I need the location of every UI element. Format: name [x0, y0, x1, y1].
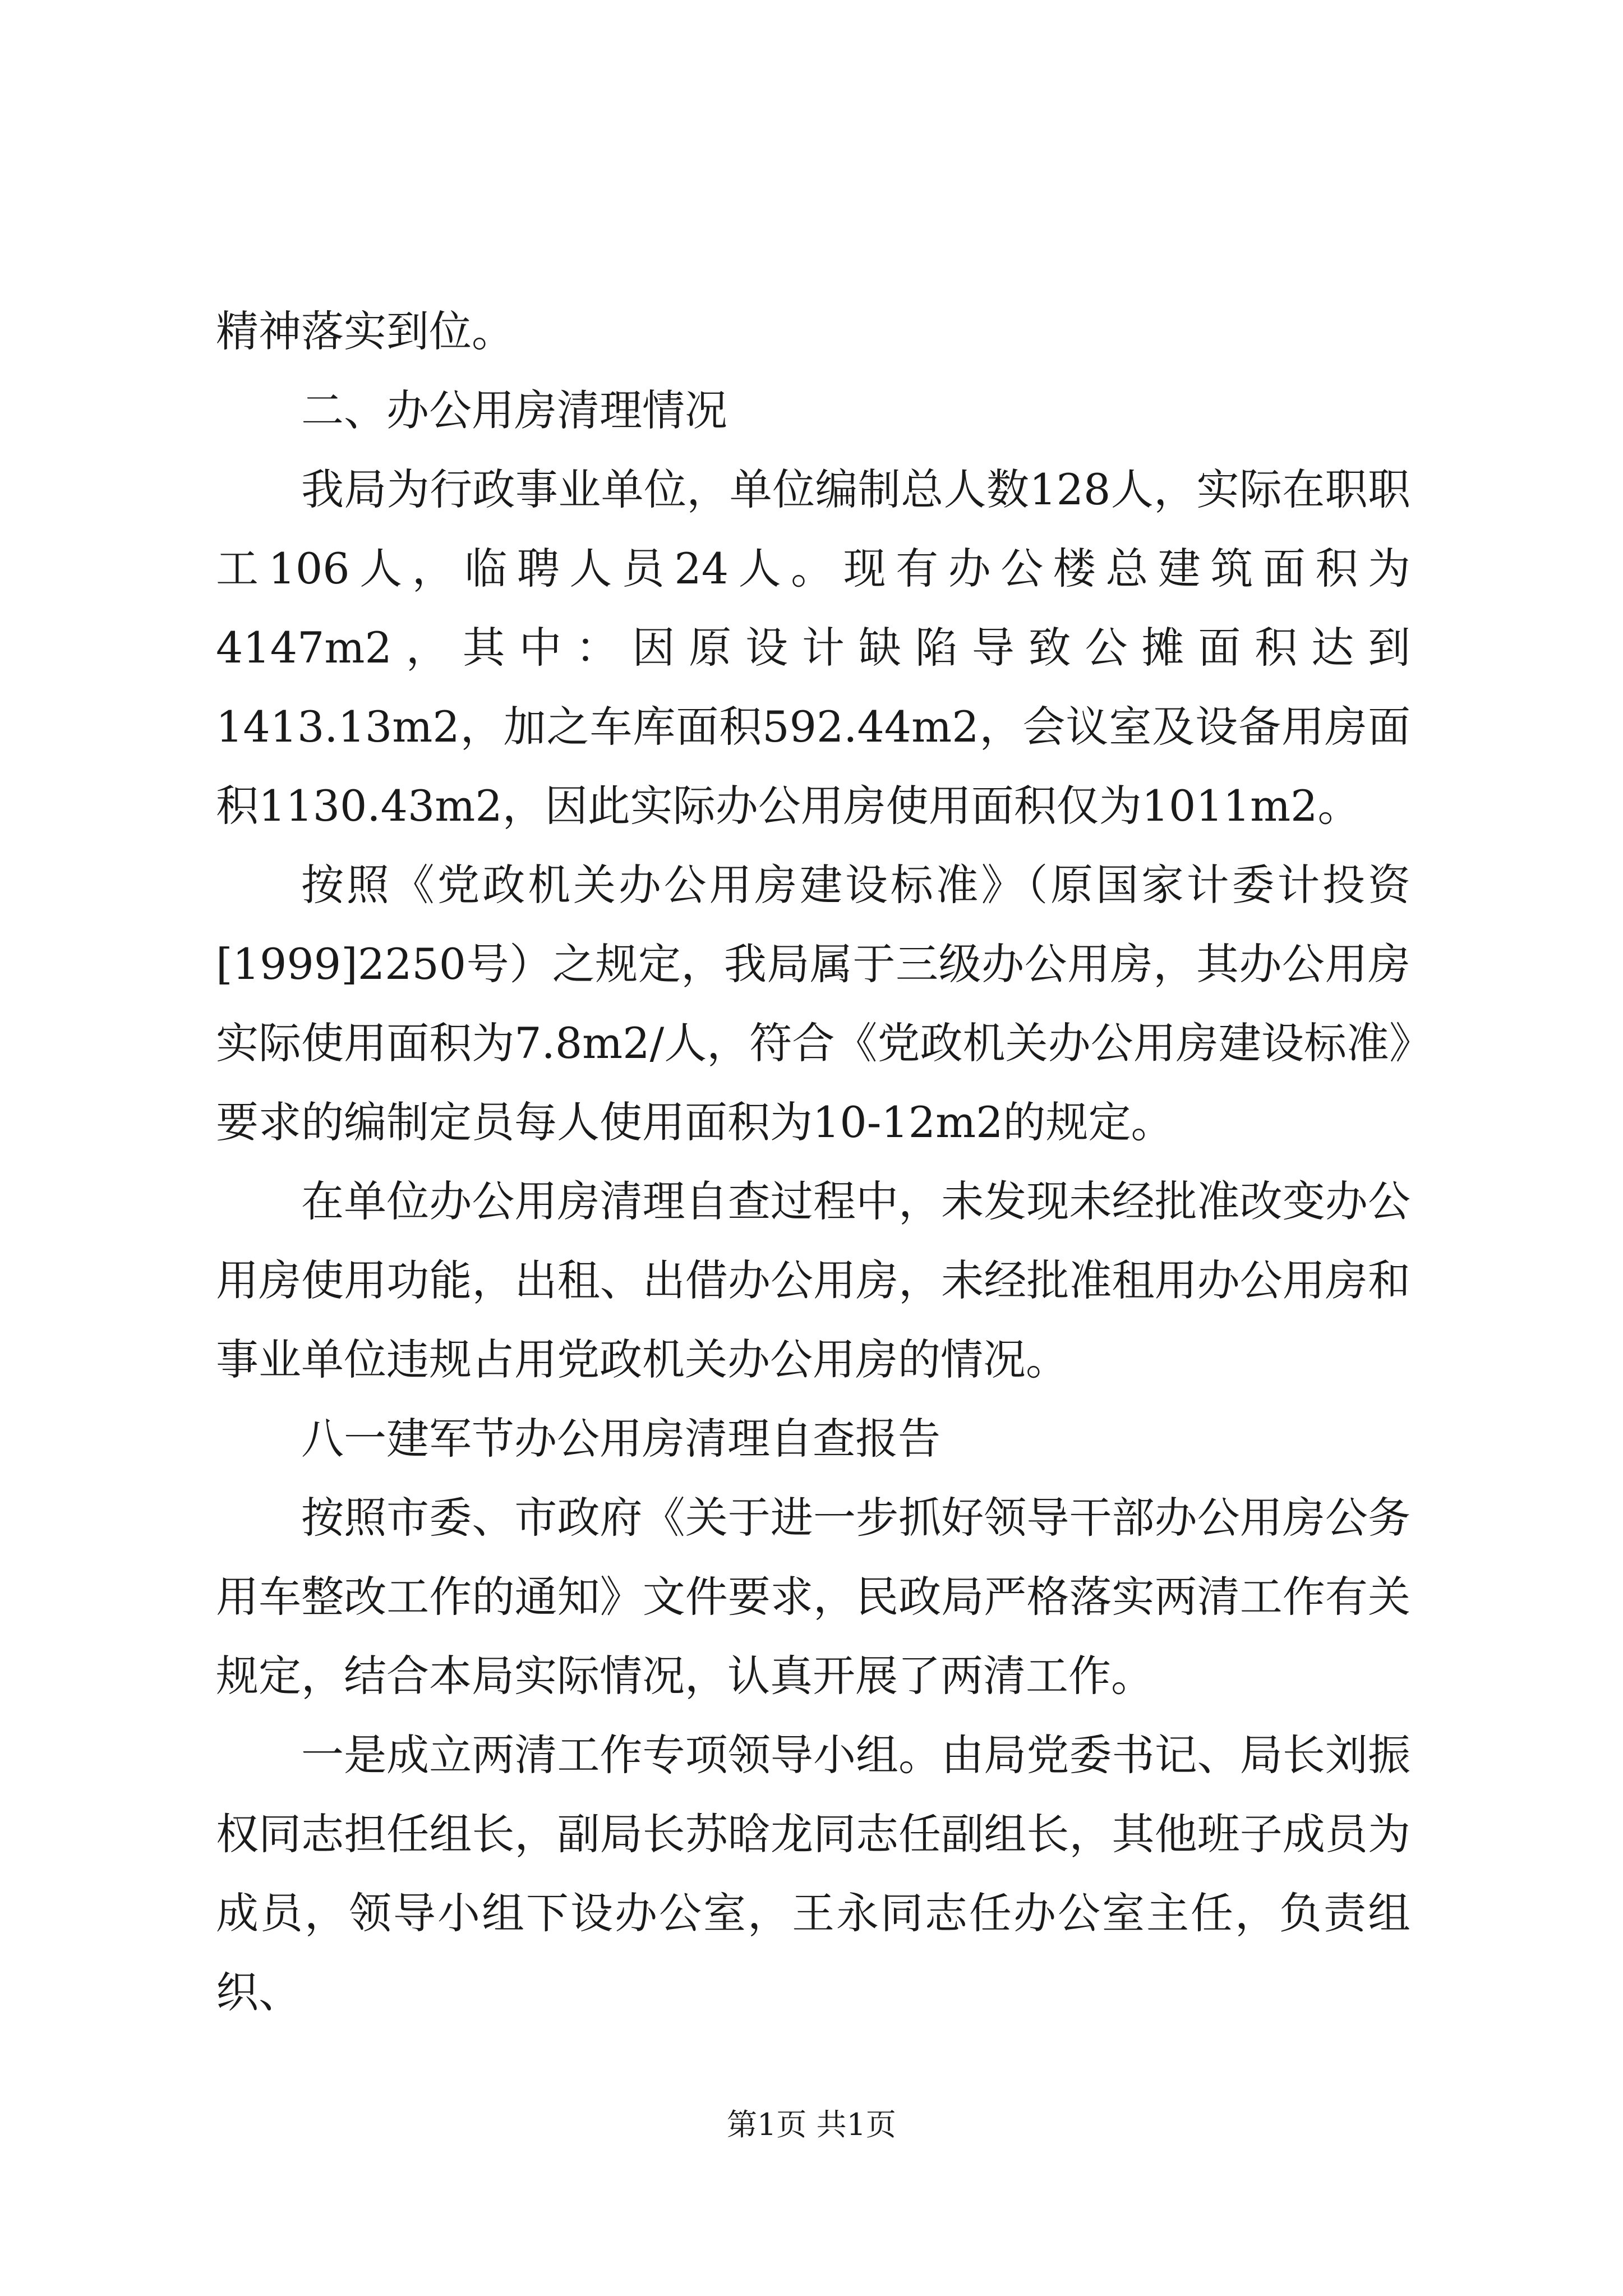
paragraph-continuation: 精神落实到位。	[216, 306, 514, 356]
page-number-footer: 第1页 共1页	[727, 2107, 896, 2142]
document-body	[216, 292, 1410, 2032]
paragraph-notice-requirements: 按照市委、市政府《关于进一步抓好领导干部办公用房公务用车整改工作的通知》文件要求，民政局严格落实两清工作有关规定，结合本局实际情况，认真开展了两清工作。	[216, 1493, 1410, 1701]
report-title: 八一建军节办公用房清理自查报告	[301, 1414, 940, 1464]
paragraph-self-inspection: 在单位办公用房清理自查过程中，未发现未经批准改变办公用房使用功能，出租、出借办公用房，未经批准租用办公用房和事业单位违规占用党政机关办公用房的情况。	[216, 1176, 1410, 1384]
paragraph-standard-compliance: 按照《党政机关办公用房建设标准》（原国家计委计投资[1999]2250号）之规定，我局属于三级办公用房，其办公用房实际使用面积为7.8m2/人，符合《党政机关办公用房建设标准》要求的编制定员每人使用面积为10-12m2的规定。	[216, 860, 1410, 1147]
paragraph-staffing-and-area: 我局为行政事业单位，单位编制总人数128人，实际在职职工106人，临聘人员24人。现有办公楼总建筑面积为4147m2，其中：因原设计缺陷导致公摊面积达到1413.13m2，加之车库面积592.44m2，会议室及设备用房面积1130.43m2，因此实际办公用房使用面积仅为1011m2。	[216, 464, 1410, 831]
section-heading-office-space: 二、办公用房清理情况	[301, 385, 727, 435]
paragraph-leadership-group: 一是成立两清工作专项领导小组。由局党委书记、局长刘振权同志担任组长，副局长苏晗龙同志任副组长，其他班子成员为成员，领导小组下设办公室，王永同志任办公室主任，负责组织、	[216, 1730, 1410, 2017]
